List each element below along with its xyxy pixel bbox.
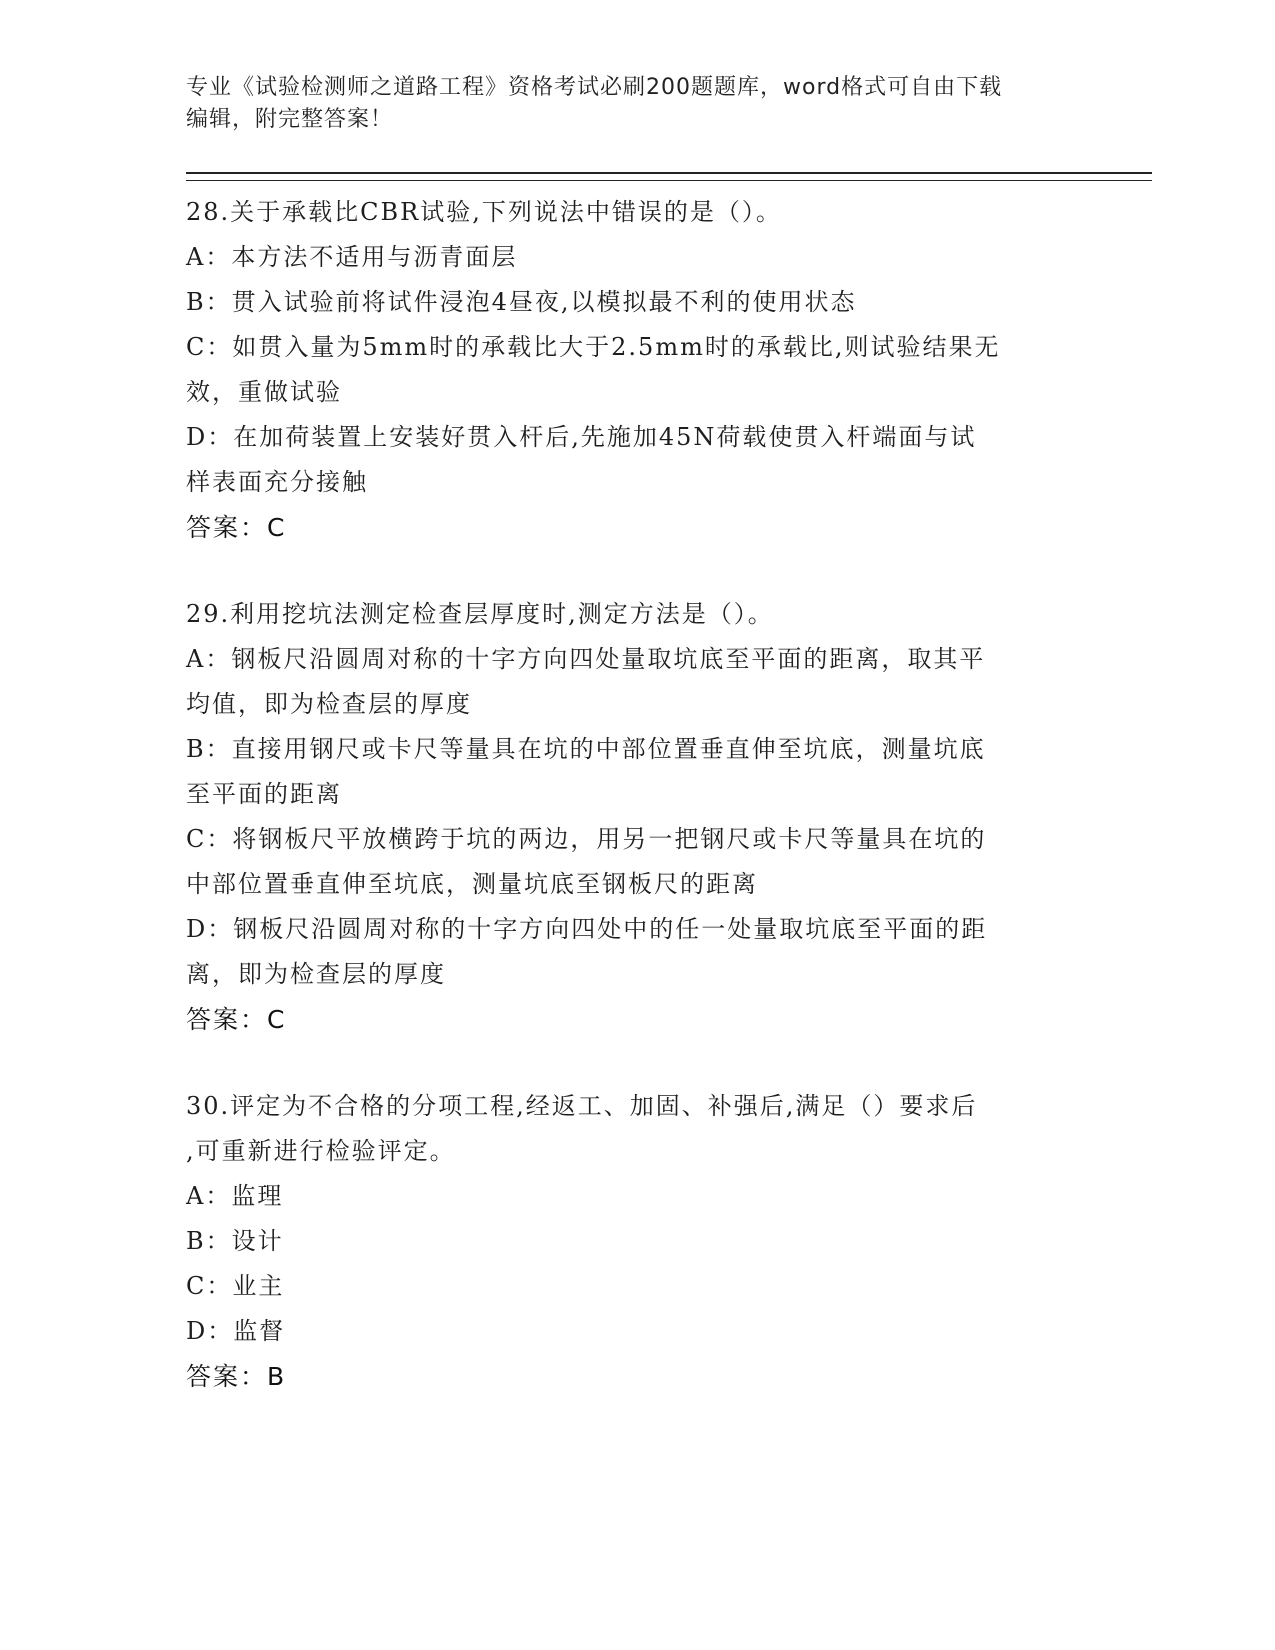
question-list [186, 190, 1086, 1399]
header-line-2: 编辑，附完整答案！ [186, 107, 394, 132]
header-line-1: 专业《试验检测师之道路工程》资格考试必刷200题题库，word格式可自由下载 [186, 75, 1003, 100]
option-d: D：钢板尺沿圆周对称的十字方向四处中的任一处量取坑底至平面的距 [186, 915, 988, 943]
header-divider-thin [186, 180, 1152, 181]
option-b: B：贯入试验前将试件浸泡4昼夜,以模拟最不利的使用状态 [186, 288, 857, 316]
question-stem: 29.利用挖坑法测定检查层厚度时,测定方法是（）。 [186, 600, 774, 628]
header-divider-thick [186, 172, 1152, 174]
question-spacer [186, 550, 1086, 592]
option-a-continued: 均值，即为检查层的厚度 [186, 690, 472, 718]
answer: 答案：B [186, 1362, 287, 1391]
option-d-continued: 离，即为检查层的厚度 [186, 960, 446, 988]
option-d: D：监督 [186, 1317, 286, 1345]
option-c: C：将钢板尺平放横跨于坑的两边，用另一把钢尺或卡尺等量具在坑的 [186, 825, 987, 853]
question-29 [186, 592, 1086, 1042]
option-a: A：监理 [186, 1182, 284, 1210]
answer: 答案：C [186, 1005, 287, 1034]
option-a: A：钢板尺沿圆周对称的十字方向四处量取坑底至平面的距离，取其平 [186, 645, 986, 673]
option-a: A：本方法不适用与沥青面层 [186, 243, 518, 271]
question-28 [186, 190, 1086, 550]
option-c: C：如贯入量为5mm时的承载比大于2.5mm时的承载比,则试验结果无 [186, 333, 1001, 361]
option-b-continued: 至平面的距离 [186, 780, 342, 808]
option-b: B：直接用钢尺或卡尺等量具在坑的中部位置垂直伸至坑底，测量坑底 [186, 735, 986, 763]
answer: 答案：C [186, 513, 287, 542]
option-b: B：设计 [186, 1227, 284, 1255]
option-c-continued: 中部位置垂直伸至坑底，测量坑底至钢板尺的距离 [186, 870, 758, 898]
option-c-continued: 效，重做试验 [186, 378, 342, 406]
question-stem-continued: ,可重新进行检验评定。 [186, 1137, 456, 1165]
question-stem: 28.关于承载比CBR试验,下列说法中错误的是（）。 [186, 198, 782, 226]
option-c: C：业主 [186, 1272, 285, 1300]
document-header [186, 72, 1086, 136]
option-d-continued: 样表面充分接触 [186, 468, 368, 496]
question-30 [186, 1084, 1086, 1399]
question-stem: 30.评定为不合格的分项工程,经返工、加固、补强后,满足（）要求后 [186, 1092, 978, 1120]
option-d: D：在加荷装置上安装好贯入杆后,先施加45N荷载使贯入杆端面与试 [186, 423, 977, 451]
question-spacer [186, 1042, 1086, 1084]
